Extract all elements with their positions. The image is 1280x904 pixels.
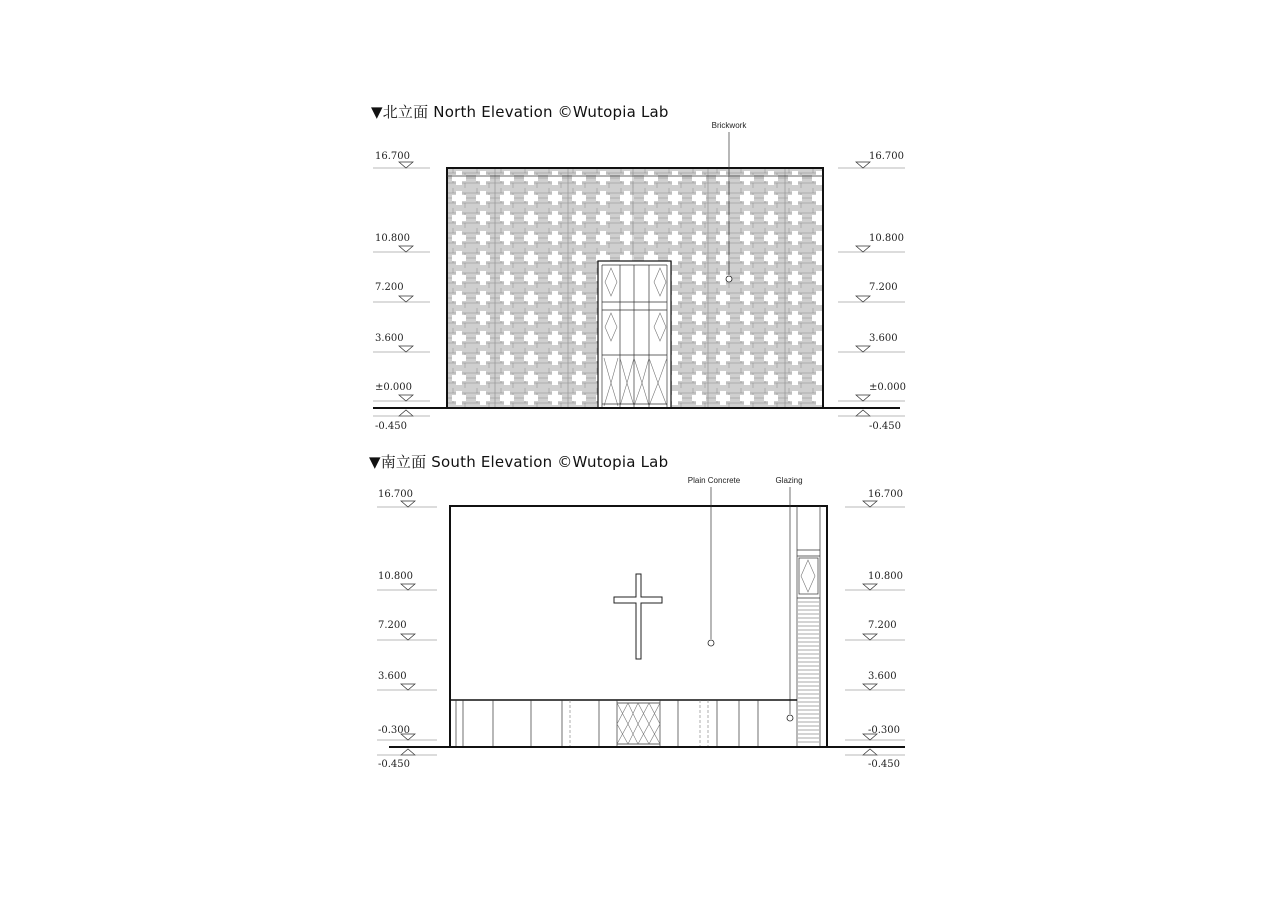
south-left-level-3: 7.200 [378, 620, 407, 631]
south-right-level-3: 7.200 [868, 620, 897, 631]
south-left-level-4: 3.600 [378, 671, 407, 682]
north-right-level-3: 7.200 [869, 282, 898, 293]
plain-concrete-note: Plain Concrete [687, 476, 741, 485]
south-elevation [377, 476, 905, 770]
north-left-level-3: 7.200 [375, 282, 404, 293]
south-right-level-5: -0.300 [868, 725, 901, 736]
south-right-level-4: 3.600 [868, 671, 897, 682]
north-left-level-2: 10.800 [375, 233, 410, 244]
cross [614, 574, 662, 659]
south-left-level-1: 16.700 [378, 489, 413, 500]
south-elevation-title: ▼南立面 South Elevation ©Wutopia Lab [369, 453, 669, 471]
south-left-level-5: -0.300 [378, 725, 411, 736]
north-window [598, 261, 671, 408]
south-right-level-2: 10.800 [868, 571, 903, 582]
brickwork-note: Brickwork [711, 121, 747, 130]
south-left-level-2: 10.800 [378, 571, 413, 582]
north-left-level-1: 16.700 [375, 151, 410, 162]
north-left-level-6: -0.450 [375, 421, 408, 432]
glazing-strip [797, 506, 820, 747]
north-right-level-1: 16.700 [869, 151, 904, 162]
north-right-level-4: 3.600 [869, 333, 898, 344]
north-left-level-5: ±0.000 [375, 382, 413, 393]
north-elevation [373, 121, 906, 432]
north-elevation-title: ▼北立面 North Elevation ©Wutopia Lab [371, 103, 669, 121]
south-left-level-6: -0.450 [378, 759, 411, 770]
glazing-hatch [798, 602, 819, 742]
south-right-level-6: -0.450 [868, 759, 901, 770]
north-right-level-6: -0.450 [869, 421, 902, 432]
north-left-level-4: 3.600 [375, 333, 404, 344]
glazing-note: Glazing [775, 476, 803, 485]
glazing-leader [787, 487, 793, 721]
north-right-level-5: ±0.000 [869, 382, 907, 393]
south-right-level-1: 16.700 [868, 489, 903, 500]
north-right-level-2: 10.800 [869, 233, 904, 244]
south-base-glazing [450, 700, 797, 747]
plain-concrete-leader [708, 487, 714, 646]
